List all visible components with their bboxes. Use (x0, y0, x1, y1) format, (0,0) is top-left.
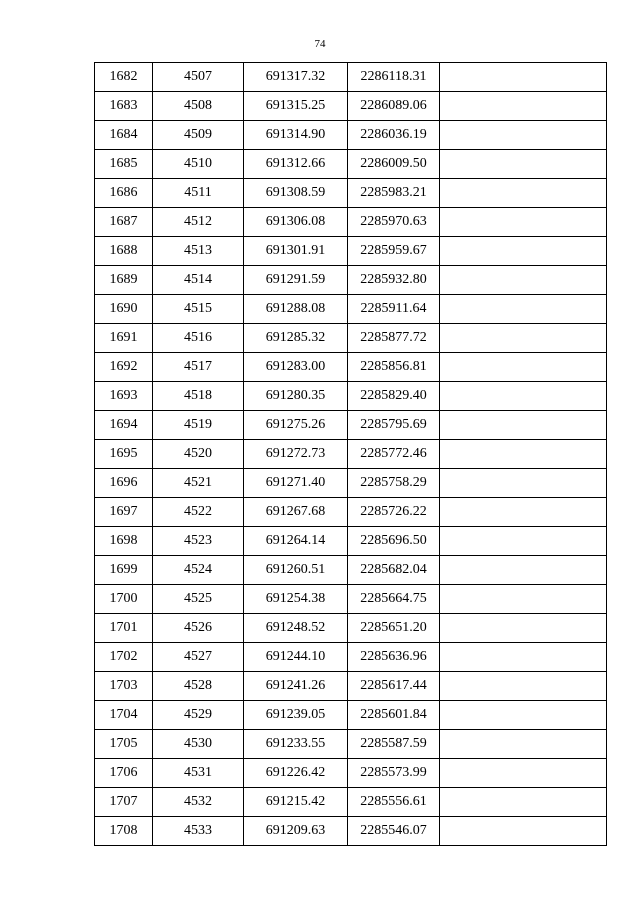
row-index-cell: 1700 (95, 585, 153, 614)
table-row (95, 121, 607, 150)
table-row (95, 730, 607, 759)
page-number: 74 (314, 38, 326, 50)
y-coordinate-cell: 2285911.64 (348, 295, 440, 324)
note-cell (440, 353, 607, 382)
y-coordinate-cell: 2285601.84 (348, 701, 440, 730)
y-coordinate-cell: 2286009.50 (348, 150, 440, 179)
point-number-cell: 4512 (153, 208, 244, 237)
point-number-cell: 4532 (153, 788, 244, 817)
row-index-cell: 1684 (95, 121, 153, 150)
table-row (95, 295, 607, 324)
x-coordinate-cell: 691301.91 (244, 237, 348, 266)
note-cell (440, 295, 607, 324)
row-index-cell: 1708 (95, 817, 153, 846)
table-row (95, 788, 607, 817)
row-index-cell: 1701 (95, 614, 153, 643)
y-coordinate-cell: 2285877.72 (348, 324, 440, 353)
point-number-cell: 4520 (153, 440, 244, 469)
x-coordinate-cell: 691209.63 (244, 817, 348, 846)
x-coordinate-cell: 691288.08 (244, 295, 348, 324)
table-row (95, 92, 607, 121)
note-cell (440, 382, 607, 411)
note-cell (440, 411, 607, 440)
x-coordinate-cell: 691233.55 (244, 730, 348, 759)
table-row (95, 411, 607, 440)
note-cell (440, 208, 607, 237)
row-index-cell: 1702 (95, 643, 153, 672)
row-index-cell: 1688 (95, 237, 153, 266)
y-coordinate-cell: 2285682.04 (348, 556, 440, 585)
y-coordinate-cell: 2286118.31 (348, 63, 440, 92)
y-coordinate-cell: 2285573.99 (348, 759, 440, 788)
point-number-cell: 4528 (153, 672, 244, 701)
x-coordinate-cell: 691271.40 (244, 469, 348, 498)
table-row (95, 150, 607, 179)
table-row (95, 266, 607, 295)
point-number-cell: 4513 (153, 237, 244, 266)
row-index-cell: 1695 (95, 440, 153, 469)
y-coordinate-cell: 2285983.21 (348, 179, 440, 208)
row-index-cell: 1697 (95, 498, 153, 527)
x-coordinate-cell: 691244.10 (244, 643, 348, 672)
table-row (95, 63, 607, 92)
point-number-cell: 4527 (153, 643, 244, 672)
point-number-cell: 4529 (153, 701, 244, 730)
point-number-cell: 4507 (153, 63, 244, 92)
table-row (95, 237, 607, 266)
point-number-cell: 4523 (153, 527, 244, 556)
row-index-cell: 1690 (95, 295, 153, 324)
table-row (95, 817, 607, 846)
note-cell (440, 556, 607, 585)
table-row (95, 527, 607, 556)
note-cell (440, 92, 607, 121)
table-row (95, 208, 607, 237)
table-row (95, 556, 607, 585)
point-number-cell: 4517 (153, 353, 244, 382)
table-row (95, 585, 607, 614)
point-number-cell: 4510 (153, 150, 244, 179)
point-number-cell: 4525 (153, 585, 244, 614)
row-index-cell: 1685 (95, 150, 153, 179)
note-cell (440, 324, 607, 353)
y-coordinate-cell: 2285772.46 (348, 440, 440, 469)
y-coordinate-cell: 2285932.80 (348, 266, 440, 295)
point-number-cell: 4509 (153, 121, 244, 150)
x-coordinate-cell: 691315.25 (244, 92, 348, 121)
y-coordinate-cell: 2285758.29 (348, 469, 440, 498)
y-coordinate-cell: 2285795.69 (348, 411, 440, 440)
note-cell (440, 614, 607, 643)
y-coordinate-cell: 2286036.19 (348, 121, 440, 150)
note-cell (440, 121, 607, 150)
note-cell (440, 817, 607, 846)
x-coordinate-cell: 691291.59 (244, 266, 348, 295)
point-number-cell: 4511 (153, 179, 244, 208)
point-number-cell: 4515 (153, 295, 244, 324)
point-number-cell: 4519 (153, 411, 244, 440)
note-cell (440, 585, 607, 614)
row-index-cell: 1689 (95, 266, 153, 295)
x-coordinate-cell: 691215.42 (244, 788, 348, 817)
point-number-cell: 4516 (153, 324, 244, 353)
y-coordinate-cell: 2285617.44 (348, 672, 440, 701)
x-coordinate-cell: 691272.73 (244, 440, 348, 469)
y-coordinate-cell: 2285587.59 (348, 730, 440, 759)
table-row (95, 701, 607, 730)
note-cell (440, 498, 607, 527)
row-index-cell: 1707 (95, 788, 153, 817)
table-row (95, 469, 607, 498)
point-number-cell: 4533 (153, 817, 244, 846)
x-coordinate-cell: 691306.08 (244, 208, 348, 237)
row-index-cell: 1691 (95, 324, 153, 353)
x-coordinate-cell: 691283.00 (244, 353, 348, 382)
row-index-cell: 1682 (95, 63, 153, 92)
x-coordinate-cell: 691248.52 (244, 614, 348, 643)
x-coordinate-cell: 691254.38 (244, 585, 348, 614)
y-coordinate-cell: 2285856.81 (348, 353, 440, 382)
table-row (95, 179, 607, 208)
x-coordinate-cell: 691280.35 (244, 382, 348, 411)
table-row (95, 440, 607, 469)
point-number-cell: 4518 (153, 382, 244, 411)
x-coordinate-cell: 691314.90 (244, 121, 348, 150)
y-coordinate-cell: 2285959.67 (348, 237, 440, 266)
x-coordinate-cell: 691226.42 (244, 759, 348, 788)
y-coordinate-cell: 2285664.75 (348, 585, 440, 614)
table-row (95, 759, 607, 788)
note-cell (440, 672, 607, 701)
y-coordinate-cell: 2285829.40 (348, 382, 440, 411)
table-row (95, 614, 607, 643)
row-index-cell: 1694 (95, 411, 153, 440)
row-index-cell: 1687 (95, 208, 153, 237)
y-coordinate-cell: 2286089.06 (348, 92, 440, 121)
note-cell (440, 266, 607, 295)
note-cell (440, 63, 607, 92)
table-row (95, 324, 607, 353)
note-cell (440, 527, 607, 556)
x-coordinate-cell: 691317.32 (244, 63, 348, 92)
note-cell (440, 179, 607, 208)
y-coordinate-cell: 2285726.22 (348, 498, 440, 527)
row-index-cell: 1692 (95, 353, 153, 382)
row-index-cell: 1698 (95, 527, 153, 556)
y-coordinate-cell: 2285556.61 (348, 788, 440, 817)
row-index-cell: 1696 (95, 469, 153, 498)
x-coordinate-cell: 691275.26 (244, 411, 348, 440)
row-index-cell: 1699 (95, 556, 153, 585)
note-cell (440, 440, 607, 469)
point-number-cell: 4531 (153, 759, 244, 788)
note-cell (440, 150, 607, 179)
x-coordinate-cell: 691239.05 (244, 701, 348, 730)
note-cell (440, 788, 607, 817)
y-coordinate-cell: 2285970.63 (348, 208, 440, 237)
table-row (95, 643, 607, 672)
coordinates-table (94, 62, 607, 846)
row-index-cell: 1693 (95, 382, 153, 411)
table-row (95, 382, 607, 411)
table-row (95, 672, 607, 701)
point-number-cell: 4521 (153, 469, 244, 498)
table-row (95, 498, 607, 527)
point-number-cell: 4514 (153, 266, 244, 295)
note-cell (440, 701, 607, 730)
y-coordinate-cell: 2285546.07 (348, 817, 440, 846)
x-coordinate-cell: 691308.59 (244, 179, 348, 208)
x-coordinate-cell: 691267.68 (244, 498, 348, 527)
y-coordinate-cell: 2285636.96 (348, 643, 440, 672)
note-cell (440, 469, 607, 498)
y-coordinate-cell: 2285696.50 (348, 527, 440, 556)
point-number-cell: 4530 (153, 730, 244, 759)
row-index-cell: 1706 (95, 759, 153, 788)
row-index-cell: 1686 (95, 179, 153, 208)
row-index-cell: 1705 (95, 730, 153, 759)
x-coordinate-cell: 691260.51 (244, 556, 348, 585)
note-cell (440, 237, 607, 266)
note-cell (440, 730, 607, 759)
row-index-cell: 1703 (95, 672, 153, 701)
note-cell (440, 643, 607, 672)
row-index-cell: 1683 (95, 92, 153, 121)
point-number-cell: 4522 (153, 498, 244, 527)
y-coordinate-cell: 2285651.20 (348, 614, 440, 643)
x-coordinate-cell: 691312.66 (244, 150, 348, 179)
x-coordinate-cell: 691241.26 (244, 672, 348, 701)
point-number-cell: 4526 (153, 614, 244, 643)
row-index-cell: 1704 (95, 701, 153, 730)
point-number-cell: 4524 (153, 556, 244, 585)
point-number-cell: 4508 (153, 92, 244, 121)
table-row (95, 353, 607, 382)
x-coordinate-cell: 691264.14 (244, 527, 348, 556)
note-cell (440, 759, 607, 788)
x-coordinate-cell: 691285.32 (244, 324, 348, 353)
table-body (95, 63, 607, 846)
